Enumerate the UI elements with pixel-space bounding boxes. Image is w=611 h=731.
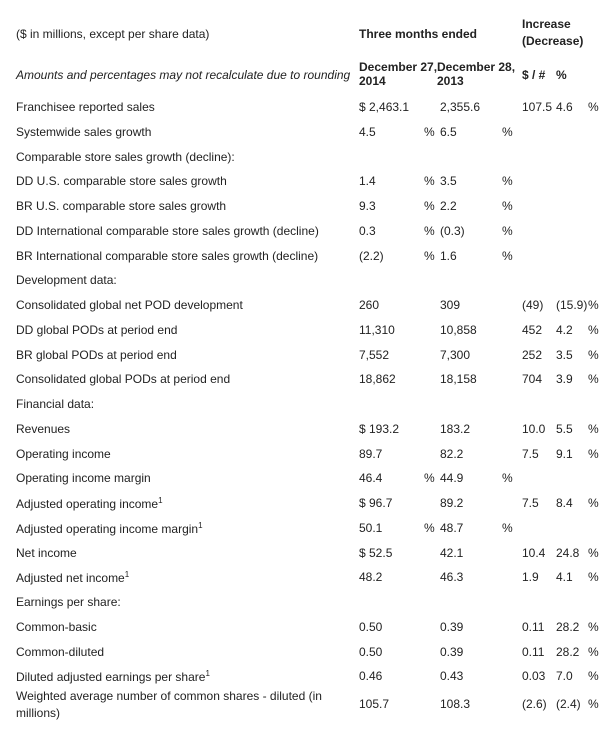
- cell-label: Revenues: [16, 422, 71, 436]
- cell-label: Operating income margin: [16, 471, 151, 485]
- cell-v1: 18,862: [359, 372, 396, 386]
- cell-d2: 3.5: [556, 348, 573, 362]
- cell-v2: 10,858: [440, 323, 477, 337]
- cell-d2: 9.1: [556, 447, 573, 461]
- table-row: [0, 447, 611, 467]
- cell-v2: 309: [440, 298, 461, 312]
- header-date-2013: [437, 60, 515, 88]
- cell-d1: 0.03: [522, 669, 546, 683]
- cell-v2: 0.39: [440, 620, 464, 634]
- cell-v2: 2,355.6: [440, 100, 481, 114]
- header-pct-col: %: [556, 68, 567, 82]
- weighted-shares-label: Weighted average number of common shares - diluted (in millions): [16, 689, 322, 720]
- cell-p2: %: [502, 471, 513, 485]
- cell-d1: (49): [522, 298, 544, 312]
- cell-p1: %: [424, 174, 435, 188]
- table-row: [0, 224, 611, 244]
- cell-v2: 89.2: [440, 496, 464, 510]
- header-date-2013-line1: December 28,: [437, 60, 516, 74]
- cell-label: DD International comparable store sales growth (decline): [16, 224, 319, 238]
- cell-p2: %: [502, 224, 513, 238]
- table-row: [0, 174, 611, 194]
- cell-p2: %: [502, 125, 513, 139]
- cell-label: BR International comparable store sales growth (decline): [16, 249, 319, 263]
- table-row: [0, 620, 611, 640]
- cell-v1: 7,552: [359, 348, 390, 362]
- cell-v1: 4.5: [359, 125, 376, 139]
- cell-p1: %: [424, 521, 435, 535]
- cell-v1: 9.3: [359, 199, 376, 213]
- cell-d2: 4.1: [556, 570, 573, 584]
- cell-d1: 107.5: [522, 100, 553, 114]
- cell-p1: %: [424, 471, 435, 485]
- cell-d2: 28.2: [556, 620, 580, 634]
- cell-label: Comparable store sales growth (decline):: [16, 150, 235, 164]
- cell-v1: 0.46: [359, 669, 383, 683]
- table-row: [0, 323, 611, 343]
- cell-v2: 108.3: [440, 697, 471, 711]
- cell-v1: $ 193.2: [359, 422, 400, 436]
- cell-v1: $ 2,463.1: [359, 100, 410, 114]
- table-row: [0, 125, 611, 145]
- cell-v1: 0.50: [359, 620, 383, 634]
- cell-d3: %: [588, 645, 599, 659]
- cell-v1: 105.7: [359, 697, 390, 711]
- cell-label: Systemwide sales growth: [16, 125, 152, 139]
- cell-v2: 2.2: [440, 199, 457, 213]
- cell-v2: 0.43: [440, 669, 464, 683]
- cell-p2: %: [502, 174, 513, 188]
- table-row: [0, 546, 611, 566]
- cell-v2: 46.3: [440, 570, 464, 584]
- cell-d3: %: [588, 447, 599, 461]
- header-increase: [522, 16, 583, 50]
- cell-label: Diluted adjusted earnings per share$^1$: [16, 669, 210, 684]
- cell-label: Consolidated global PODs at period end: [16, 372, 231, 386]
- cell-label: Financial data:: [16, 397, 95, 411]
- cell-v1: 260: [359, 298, 380, 312]
- cell-label: DD global PODs at period end: [16, 323, 178, 337]
- cell-label: Operating income: [16, 447, 111, 461]
- cell-d3: %: [588, 372, 599, 386]
- header-three-months: Three months ended: [359, 27, 478, 41]
- cell-d1: 10.0: [522, 422, 546, 436]
- cell-label: Consolidated global net POD development: [16, 298, 243, 312]
- table-row: [0, 199, 611, 219]
- table-row: [0, 298, 611, 318]
- table-row: [0, 273, 611, 293]
- cell-v2: 82.2: [440, 447, 464, 461]
- header-dollar-col: $ / #: [522, 68, 546, 82]
- cell-d1: 252: [522, 348, 543, 362]
- cell-label: Common-basic: [16, 620, 97, 634]
- cell-d3: %: [588, 323, 599, 337]
- footnote-marker: 1: [198, 521, 203, 530]
- cell-d1: 10.4: [522, 546, 546, 560]
- table-row: [0, 100, 611, 120]
- cell-d3: %: [588, 100, 599, 114]
- header-date-2014-line2: 2014: [359, 74, 386, 88]
- cell-d1: 1.9: [522, 570, 539, 584]
- cell-label: Development data:: [16, 273, 117, 287]
- table-row: [0, 348, 611, 368]
- cell-d2: 7.0: [556, 669, 573, 683]
- footnote-marker: 1: [205, 669, 210, 678]
- cell-v2: 44.9: [440, 471, 464, 485]
- cell-v2: 3.5: [440, 174, 457, 188]
- cell-label: Adjusted operating income$^1$: [16, 496, 163, 511]
- cell-d3: %: [588, 422, 599, 436]
- table-row: [0, 595, 611, 615]
- table-row: [0, 150, 611, 170]
- header-increase-line: Increase: [522, 17, 571, 31]
- cell-p2: %: [502, 521, 513, 535]
- cell-label: BR global PODs at period end: [16, 348, 177, 362]
- cell-d2: 28.2: [556, 645, 580, 659]
- cell-v2: 42.1: [440, 546, 464, 560]
- header-date-2013-line2: 2013: [437, 74, 464, 88]
- table-row: [0, 645, 611, 665]
- table-row: [0, 570, 611, 590]
- cell-d3: %: [588, 620, 599, 634]
- table-row: [0, 249, 611, 269]
- cell-label: BR U.S. comparable store sales growth: [16, 199, 227, 213]
- cell-v1: 48.2: [359, 570, 383, 584]
- table-row: [0, 372, 611, 392]
- cell-v2: 183.2: [440, 422, 471, 436]
- cell-p2: %: [502, 249, 513, 263]
- cell-d2: (2.4): [556, 697, 581, 711]
- cell-v1: 11,310: [359, 323, 395, 337]
- cell-label: Adjusted operating income margin$^1$: [16, 521, 203, 536]
- cell-d2: 24.8: [556, 546, 580, 560]
- table-row: [0, 422, 611, 442]
- cell-v1: 1.4: [359, 174, 376, 188]
- cell-label: DD U.S. comparable store sales growth: [16, 174, 227, 188]
- header-rounding-note: Amounts and percentages may not recalculate due to rounding: [16, 68, 351, 82]
- cell-v2: 48.7: [440, 521, 464, 535]
- cell-d1: 0.11: [522, 645, 545, 659]
- cell-d2: 5.5: [556, 422, 573, 436]
- cell-label: Net income: [16, 546, 77, 560]
- cell-d3: %: [588, 669, 599, 683]
- cell-p1: %: [424, 249, 435, 263]
- footnote-marker: 1: [124, 570, 130, 579]
- cell-label: Earnings per share:: [16, 595, 121, 609]
- cell-d1: 704: [522, 372, 543, 386]
- cell-v1: 50.1: [359, 521, 383, 535]
- cell-d1: 7.5: [522, 447, 539, 461]
- cell-p2: %: [502, 199, 513, 213]
- cell-d1: 0.11: [522, 620, 545, 634]
- cell-p1: %: [424, 224, 435, 238]
- table-row: [0, 521, 611, 541]
- cell-label: Adjusted net income$^1$: [16, 570, 130, 585]
- cell-p1: %: [424, 125, 435, 139]
- cell-d3: %: [588, 697, 599, 711]
- cell-d2: 3.9: [556, 372, 573, 386]
- cell-d1: 452: [522, 323, 543, 337]
- cell-v1: $ 96.7: [359, 496, 393, 510]
- table-row: [0, 669, 611, 689]
- cell-v2: 7,300: [440, 348, 471, 362]
- cell-d3: %: [588, 298, 599, 312]
- header-decrease-line: (Decrease): [522, 34, 584, 48]
- cell-d1: (2.6): [522, 697, 547, 711]
- cell-d1: 7.5: [522, 496, 539, 510]
- cell-v1: 0.50: [359, 645, 383, 659]
- table-row: [0, 471, 611, 491]
- cell-v1: (2.2): [359, 249, 384, 263]
- cell-d3: %: [588, 348, 599, 362]
- table-row: [0, 397, 611, 417]
- header-units-label: ($ in millions, except per share data): [16, 27, 210, 41]
- cell-v2: (0.3): [440, 224, 465, 238]
- cell-v2: 1.6: [440, 249, 457, 263]
- cell-v1: 0.3: [359, 224, 376, 238]
- cell-p1: %: [424, 199, 435, 213]
- cell-v2: 18,158: [440, 372, 477, 386]
- cell-d3: %: [588, 570, 599, 584]
- cell-v1: 89.7: [359, 447, 383, 461]
- header-date-2014-line1: December 27,: [359, 60, 438, 74]
- cell-d2: 8.4: [556, 496, 573, 510]
- footnote-marker: 1: [158, 496, 163, 505]
- cell-d3: %: [588, 546, 599, 560]
- cell-v1: 46.4: [359, 471, 383, 485]
- cell-v2: 0.39: [440, 645, 464, 659]
- cell-d2: (15.9): [556, 298, 588, 312]
- cell-label: Common-diluted: [16, 645, 105, 659]
- cell-label: Franchisee reported sales: [16, 100, 155, 114]
- table-row: [0, 496, 611, 516]
- cell-d3: %: [588, 496, 599, 510]
- cell-v1: $ 52.5: [359, 546, 393, 560]
- cell-v2: 6.5: [440, 125, 457, 139]
- header-date-2014: [359, 60, 437, 88]
- cell-d2: 4.6: [556, 100, 573, 114]
- cell-d2: 4.2: [556, 323, 573, 337]
